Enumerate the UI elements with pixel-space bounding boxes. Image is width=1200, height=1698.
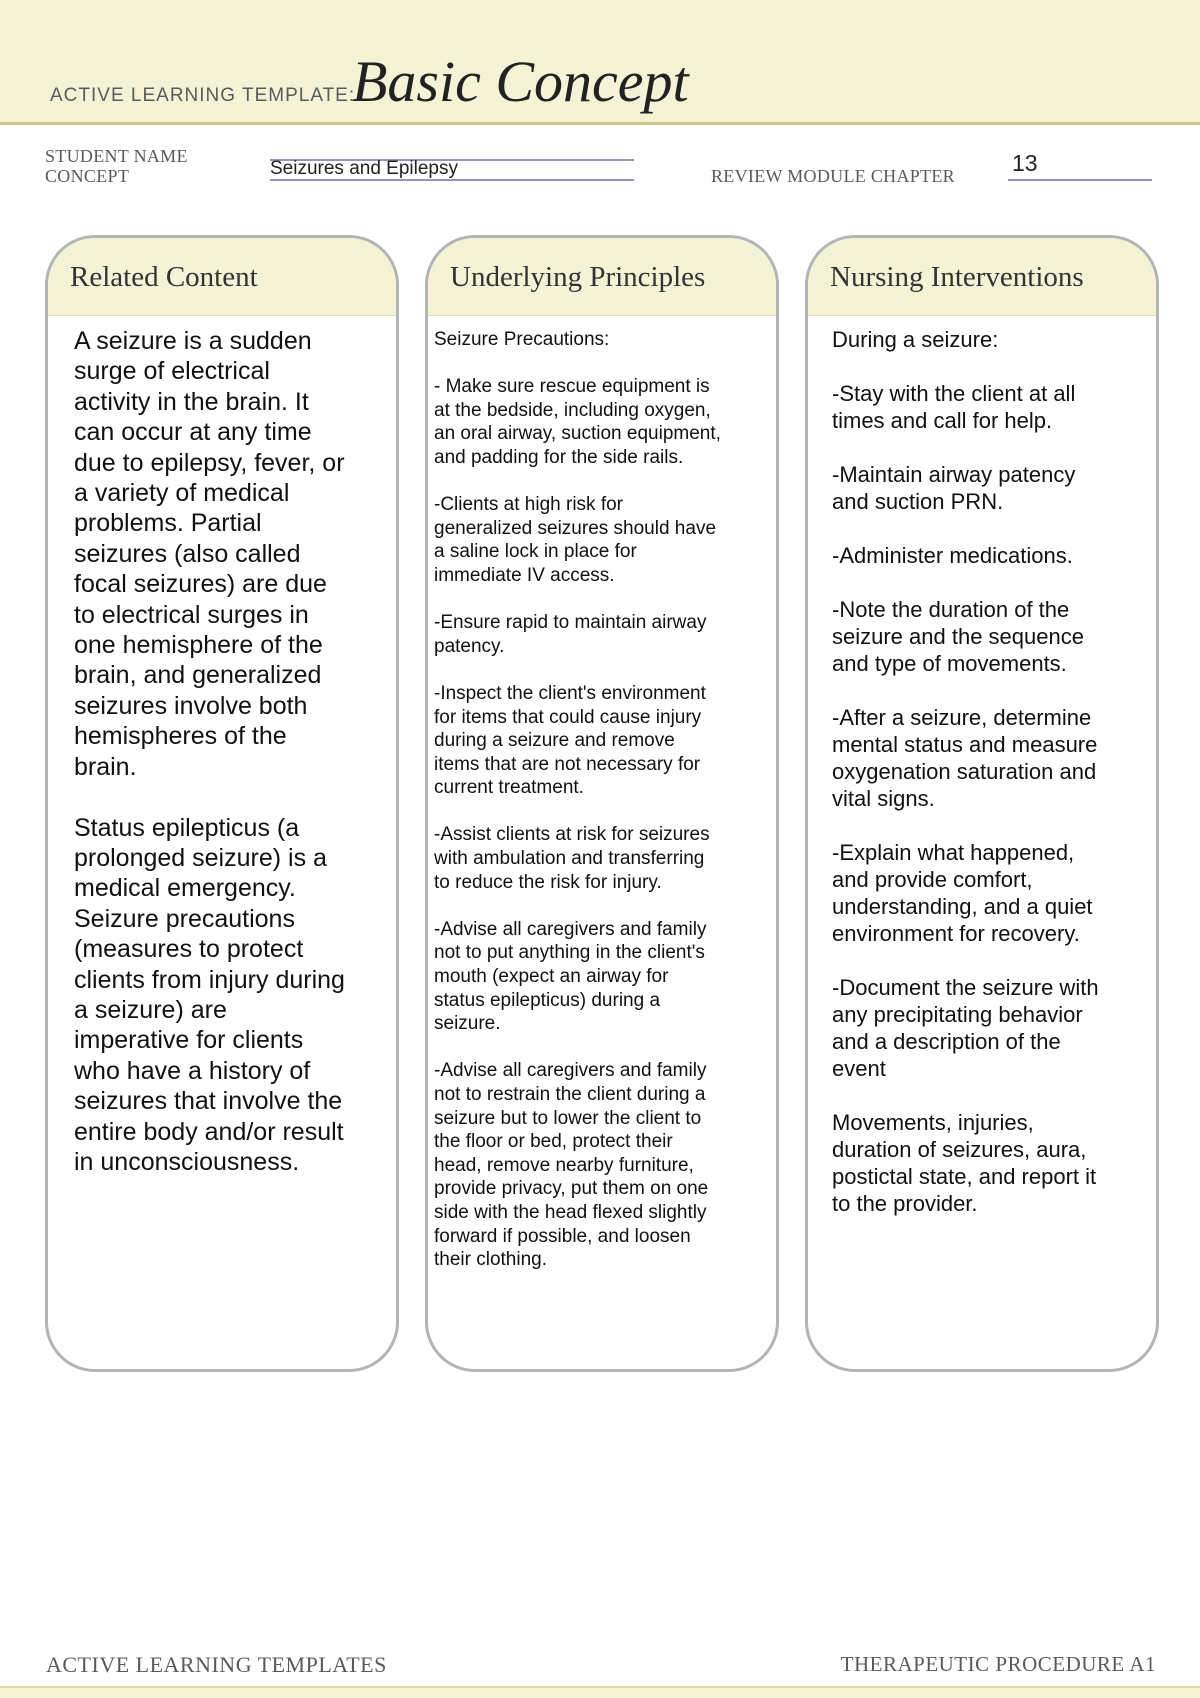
related-content-text: A seizure is a sudden surge of electrical activity in the brain. It can occur at any time due to epilepsy, fever, or a variety of medical problems. Partial seizures (also called focal seizures) are due to electrical surges in one hemisphere of the brain, and generalized seizures involve both hemispheres of the brain. Status epilepticus (a prolonged seizure) is a medical emergency. Seizure precautions (measures to protect clients from injury during a seizure) are imperative for clients who have a history of seizures that involve the entire body and/or result in unconsciousness. (74, 327, 345, 1176)
nursing-interventions-heading: Nursing Interventions (808, 238, 1156, 316)
student-name-label: STUDENT NAME (45, 146, 188, 166)
nursing-interventions-card (805, 235, 1159, 1372)
chapter-field-line (1008, 179, 1152, 181)
chapter-label: REVIEW MODULE CHAPTER (711, 166, 955, 186)
chapter-value[interactable]: 13 (1012, 150, 1038, 176)
underlying-principles-card (425, 235, 779, 1372)
concept-label: CONCEPT (45, 166, 130, 186)
related-content-heading: Related Content (48, 238, 396, 316)
footer-band (0, 1686, 1200, 1698)
underlying-principles-text: Seizure Precautions: - Make sure rescue equipment is at the bedside, including oxygen, an oral airway, suction equipment, and padding for the side rails. -Clients at high risk for generalized seizures should have a saline lock in place for immediate IV access. -Ensure rapid to maintain airway patency. -Inspect the client's environment for items that could cause injury during a seizure and remove items that are not necessary for current treatment. -Assist clients at risk for seizures with ambulation and transferring to reduce the risk for injury. -Advise all caregivers and family not to put anything in the client's mouth (expect an airway for status epilepticus) during a seizure. -Advise all caregivers and family not to restrain the client during a seizure but to lower the client to the floor or bed, protect their head, remove nearby furniture, provide privacy, put them on one side with the head flexed slightly forward if possible, and loosen their clothing. (434, 329, 721, 1271)
nursing-interventions-text: During a seizure: -Stay with the client at all times and call for help. -Maintain airway patency and suction PRN. -Administer medications. -Note the duration of the seizure and the sequence and type of movements. -After a seizure, determine mental status and measure oxygenation saturation and vital signs. -Explain what happened, and provide comfort, understanding, and a quiet environment for recovery. -Document the seizure with any precipitating behavior and a description of the event Movements, injuries, duration of seizures, aura, postictal state, and report it to the provider. (832, 327, 1099, 1216)
concept-value[interactable]: Seizures and Epilepsy (270, 158, 458, 179)
page-title: Basic Concept (352, 49, 689, 114)
footer-left: ACTIVE LEARNING TEMPLATES (46, 1652, 387, 1677)
template-label: ACTIVE LEARNING TEMPLATE: (50, 85, 356, 106)
concept-field-line (270, 179, 634, 181)
footer-right: THERAPEUTIC PROCEDURE A1 (840, 1652, 1156, 1676)
underlying-principles-heading: Underlying Principles (428, 238, 776, 316)
related-content-card (45, 235, 399, 1372)
